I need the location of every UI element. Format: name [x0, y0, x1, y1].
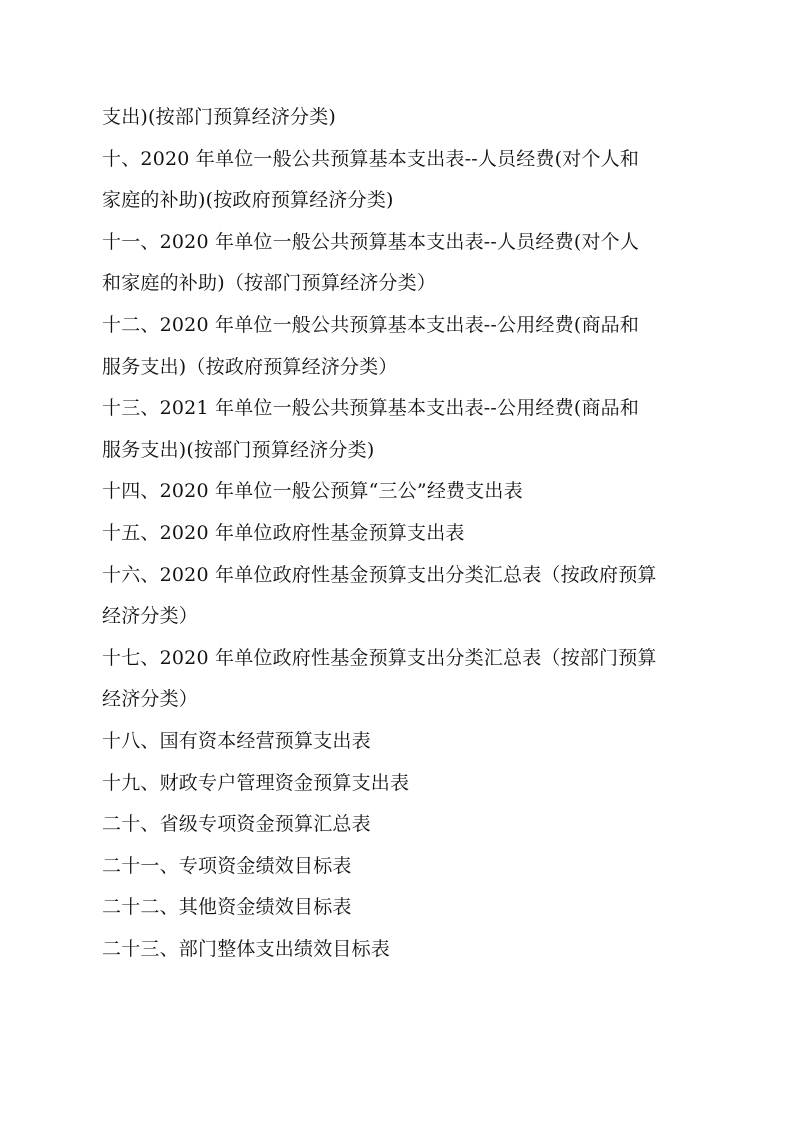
- toc-line: 二十三、部门整体支出绩效目标表: [102, 937, 391, 960]
- toc-line: 经济分类）: [102, 605, 199, 628]
- toc-line: 家庭的补助)(按政府预算经济分类): [102, 189, 394, 212]
- table-of-contents-list: [102, 97, 702, 970]
- toc-line: 十六、2020 年单位政府性基金预算支出分类汇总表（按政府预算: [102, 563, 657, 586]
- toc-line: 支出)(按部门预算经济分类): [102, 106, 337, 128]
- toc-line: 服务支出)(按部门预算经济分类): [102, 438, 375, 461]
- toc-line: 十二、2020 年单位一般公共预算基本支出表--公用经费(商品和: [102, 313, 640, 336]
- toc-line: 二十二、其他资金绩效目标表: [102, 896, 352, 919]
- toc-line: 十五、2020 年单位政府性基金预算支出表: [102, 521, 465, 544]
- toc-line: 经济分类）: [102, 688, 199, 711]
- toc-line: 十七、2020 年单位政府性基金预算支出分类汇总表（按部门预算: [102, 646, 657, 669]
- toc-line: 十八、国有资本经营预算支出表: [102, 729, 371, 752]
- toc-line: 十四、2020 年单位一般公预算“三公”经费支出表: [102, 480, 523, 503]
- toc-line: 十一、2020 年单位一般公共预算基本支出表--人员经费(对个人: [102, 230, 640, 253]
- toc-line: 十九、财政专户管理资金预算支出表: [102, 771, 410, 794]
- toc-line: 二十一、专项资金绩效目标表: [102, 854, 352, 877]
- toc-line: 和家庭的补助)（按部门预算经济分类）: [102, 272, 437, 295]
- toc-line: 十、2020 年单位一般公共预算基本支出表--人员经费(对个人和: [102, 147, 640, 170]
- toc-line: 十三、2021 年单位一般公共预算基本支出表--公用经费(商品和: [102, 397, 640, 420]
- toc-line: 服务支出)（按政府预算经济分类）: [102, 355, 398, 378]
- toc-line: 二十、省级专项资金预算汇总表: [102, 813, 371, 836]
